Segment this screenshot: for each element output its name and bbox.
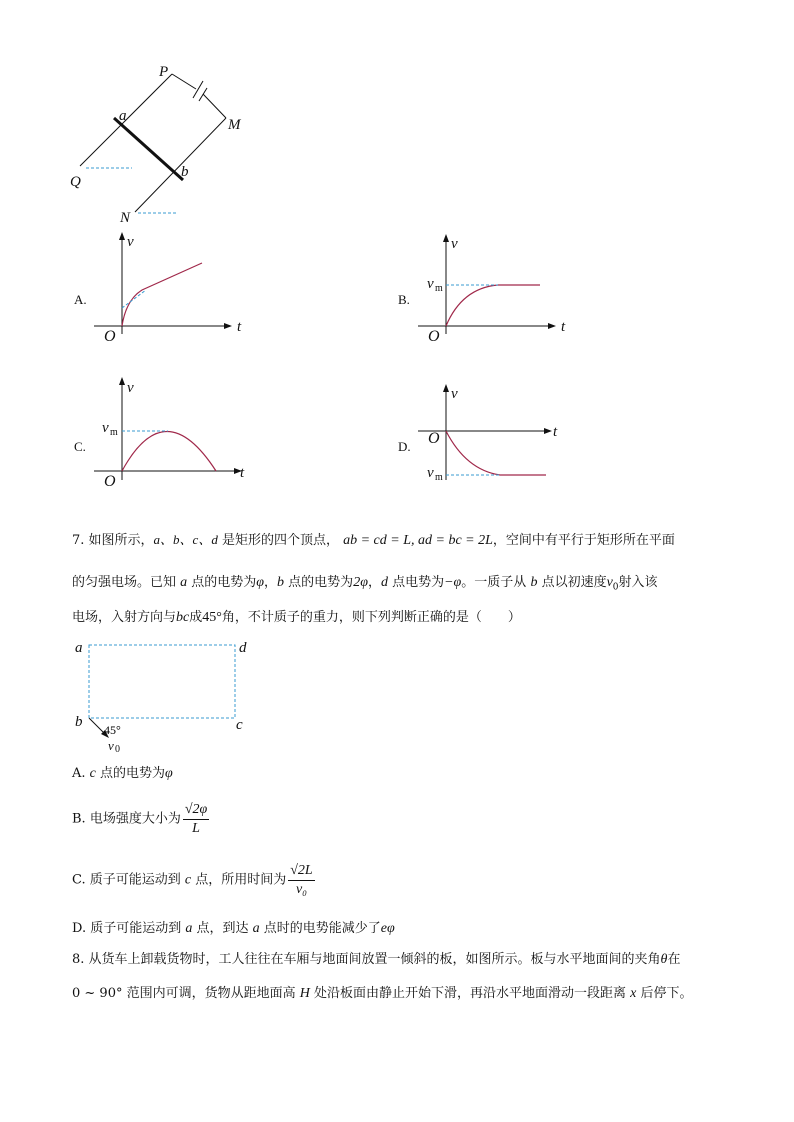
graphB-vm-label: v (427, 276, 434, 292)
q8-line-2: 0 ~ 90° 范围内可调，货物从距地面高 H 处沿板面由静止开始下滑，再沿水平地面滑动一段距离 x 后停下。 (72, 986, 693, 1001)
label-b: b (181, 164, 189, 180)
q7-option-B: B. 电场强度大小为 $\frac{√2\varphi}{L}$ (72, 802, 208, 836)
graphC-v-label: v (127, 380, 134, 396)
q7-option-D: D. 质子可能运动到 a 点，到达 a 点时的电势能减少了eφ (72, 921, 395, 936)
graph-option-A: A. (74, 292, 87, 307)
graphB-origin: O (428, 328, 440, 345)
graph-B (418, 234, 566, 345)
graphC-vm-sub: m (110, 427, 118, 438)
graphD-vm-sub: m (435, 472, 443, 483)
q7-line-2: 的匀强电场。已知 a 点的电势为φ，b 点的电势为2φ，d 点电势为−φ。一质子从 b 点以初速度$v_0$射入该 (72, 575, 658, 593)
q7-line-3: 电场，入射方向与bc成45°角，不计质子的重力，则下列判断正确的是（ ） (72, 610, 521, 625)
graphA-origin: O (104, 328, 116, 345)
rect-v-sub: 0 (115, 744, 120, 755)
graphD-vm-label: v (427, 465, 434, 481)
graph-C (94, 377, 245, 490)
graphB-vm-sub: m (435, 283, 443, 294)
graph-option-B: B. (398, 292, 410, 307)
rectangle-figure (75, 640, 247, 755)
fraction-C: $\frac{√2L}{\text{v₀}}$ (290, 863, 313, 897)
graph-option-C: C. (74, 439, 86, 454)
graphB-t-label: t (561, 319, 566, 335)
rect-label-d: d (239, 640, 247, 656)
rect-angle-label: 45° (104, 723, 121, 737)
graphC-vm-label: v (102, 420, 109, 436)
rect-label-b: b (75, 714, 83, 730)
graphA-t-label: t (237, 319, 242, 335)
rect-label-c: c (236, 717, 243, 733)
fraction-B: $\frac{√2\varphi}{L}$ (184, 802, 208, 836)
label-N: N (120, 210, 131, 226)
graph-D (418, 384, 558, 483)
rod-ab (114, 118, 183, 180)
graphC-origin: O (104, 473, 116, 490)
q8-line-1: 8. 从货车上卸载货物时，工人往往在车厢与地面间放置一倾斜的板，如图所示。板与水平地面间的夹角θ在 (72, 952, 681, 967)
graphD-t-label: t (553, 424, 558, 440)
q7-option-A: A. c 点的电势为φ (72, 766, 173, 781)
graphB-v-label: v (451, 236, 458, 252)
graph-option-D: D. (398, 439, 411, 454)
q7-option-C: C. 质子可能运动到 c 点，所用时间为 $\frac{√2L}{\text{v₀}}$ (72, 863, 313, 897)
battery-plate-long (193, 81, 203, 98)
graphC-t-label: t (240, 465, 245, 481)
rect-label-a: a (75, 640, 83, 656)
q7-line-1: 7. 如图所示，a、b、c、d 是矩形的四个顶点， ab = cd = L, ad = bc = 2L，空间中有平行于矩形所在平面 (72, 532, 675, 548)
graphD-origin: O (428, 430, 440, 447)
graphA-v-label: v (127, 234, 134, 250)
graph-A (94, 232, 242, 345)
label-M: M (228, 117, 241, 133)
label-a: a (119, 108, 127, 124)
rect-v-label: v (108, 738, 114, 753)
label-P: P (159, 64, 169, 80)
label-Q: Q (70, 174, 81, 190)
graphD-v-label: v (451, 386, 458, 402)
